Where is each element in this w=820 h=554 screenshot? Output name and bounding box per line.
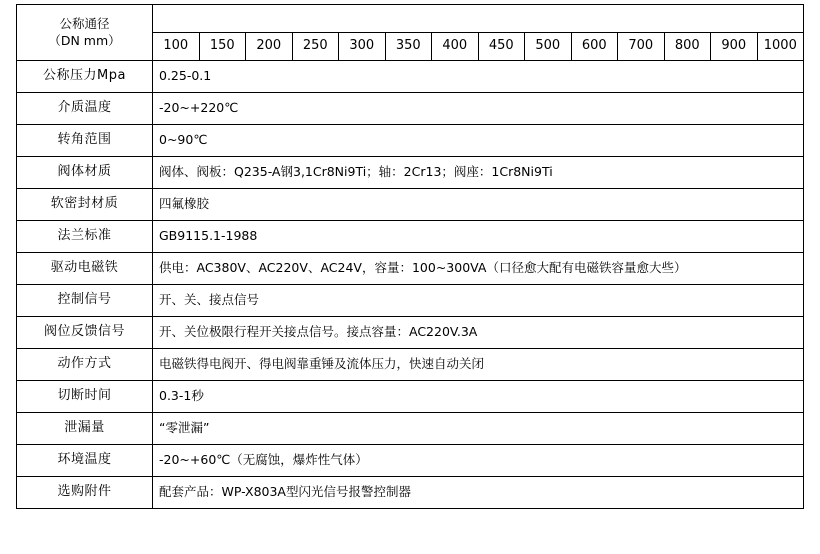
row-label: 软密封材质: [17, 189, 153, 221]
dn-value: 400: [432, 33, 479, 61]
table-row: [17, 125, 804, 157]
row-label: 控制信号: [17, 285, 153, 317]
row-value: -20~+60℃（无腐蚀，爆炸性气体）: [153, 445, 804, 477]
nominal-diameter-label-line1: 公称通径: [59, 16, 110, 32]
row-value: 阀体、阀板：Q235-A钢3,1Cr8Ni9Ti；轴：2Cr13；阀座：1Cr8Ni9Ti: [153, 157, 804, 189]
row-value: GB9115.1-1988: [153, 221, 804, 253]
row-label: 环境温度: [17, 445, 153, 477]
row-label: 公称压力Mpa: [17, 61, 153, 93]
dn-value: 800: [664, 33, 711, 61]
table-row: [17, 413, 804, 445]
dn-value: 350: [385, 33, 432, 61]
row-label: 切断时间: [17, 381, 153, 413]
row-label: 法兰标准: [17, 221, 153, 253]
row-value: 四氟橡胶: [153, 189, 804, 221]
table-row: [17, 317, 804, 349]
dn-value: 450: [478, 33, 525, 61]
table-row: [17, 381, 804, 413]
dn-value: 250: [292, 33, 339, 61]
dn-value: 700: [618, 33, 665, 61]
row-label: 泄漏量: [17, 413, 153, 445]
table-row: [17, 349, 804, 381]
row-label: 动作方式: [17, 349, 153, 381]
table-row: [17, 61, 804, 93]
row-label: 阀位反馈信号: [17, 317, 153, 349]
table-row: [17, 189, 804, 221]
row-label: 选购附件: [17, 477, 153, 509]
row-value: 配套产品：WP-X803A型闪光信号报警控制器: [153, 477, 804, 509]
row-value: 供电：AC380V、AC220V、AC24V，容量：100~300VA（口径愈大配有电磁铁容量愈大些）: [153, 253, 804, 285]
row-value: “零泄漏”: [153, 413, 804, 445]
row-value: 0.25-0.1: [153, 61, 804, 93]
dn-value: 600: [571, 33, 618, 61]
row-label: 阀体材质: [17, 157, 153, 189]
table-row: [17, 221, 804, 253]
table-row: [17, 477, 804, 509]
dn-value: 1000: [757, 33, 804, 61]
row-value: 开、关位极限行程开关接点信号。接点容量：AC220V.3A: [153, 317, 804, 349]
row-value: -20~+220℃: [153, 93, 804, 125]
dn-value: 300: [339, 33, 386, 61]
row-label: 驱动电磁铁: [17, 253, 153, 285]
table-row: [17, 285, 804, 317]
row-value: 0~90℃: [153, 125, 804, 157]
table-row: [17, 253, 804, 285]
nominal-diameter-label-line2: （DN mm）: [48, 32, 121, 48]
dn-value: 200: [246, 33, 293, 61]
dn-value: 900: [711, 33, 758, 61]
table-row: [17, 93, 804, 125]
table-row: [17, 157, 804, 189]
dn-value: 100: [153, 33, 200, 61]
dn-value: 150: [199, 33, 246, 61]
table-row: [17, 445, 804, 477]
table-body: [17, 5, 804, 509]
table-row-nominal-diameter: [17, 5, 804, 33]
dn-value: 500: [525, 33, 572, 61]
specification-table: [16, 4, 804, 509]
row-label: 介质温度: [17, 93, 153, 125]
nominal-diameter-spacer: [153, 5, 804, 33]
row-value: 0.3-1秒: [153, 381, 804, 413]
row-value: 开、关、接点信号: [153, 285, 804, 317]
row-value: 电磁铁得电阀开、得电阀靠重锤及流体压力，快速自动关闭: [153, 349, 804, 381]
row-label: 转角范围: [17, 125, 153, 157]
nominal-diameter-label-cell: [17, 5, 153, 61]
